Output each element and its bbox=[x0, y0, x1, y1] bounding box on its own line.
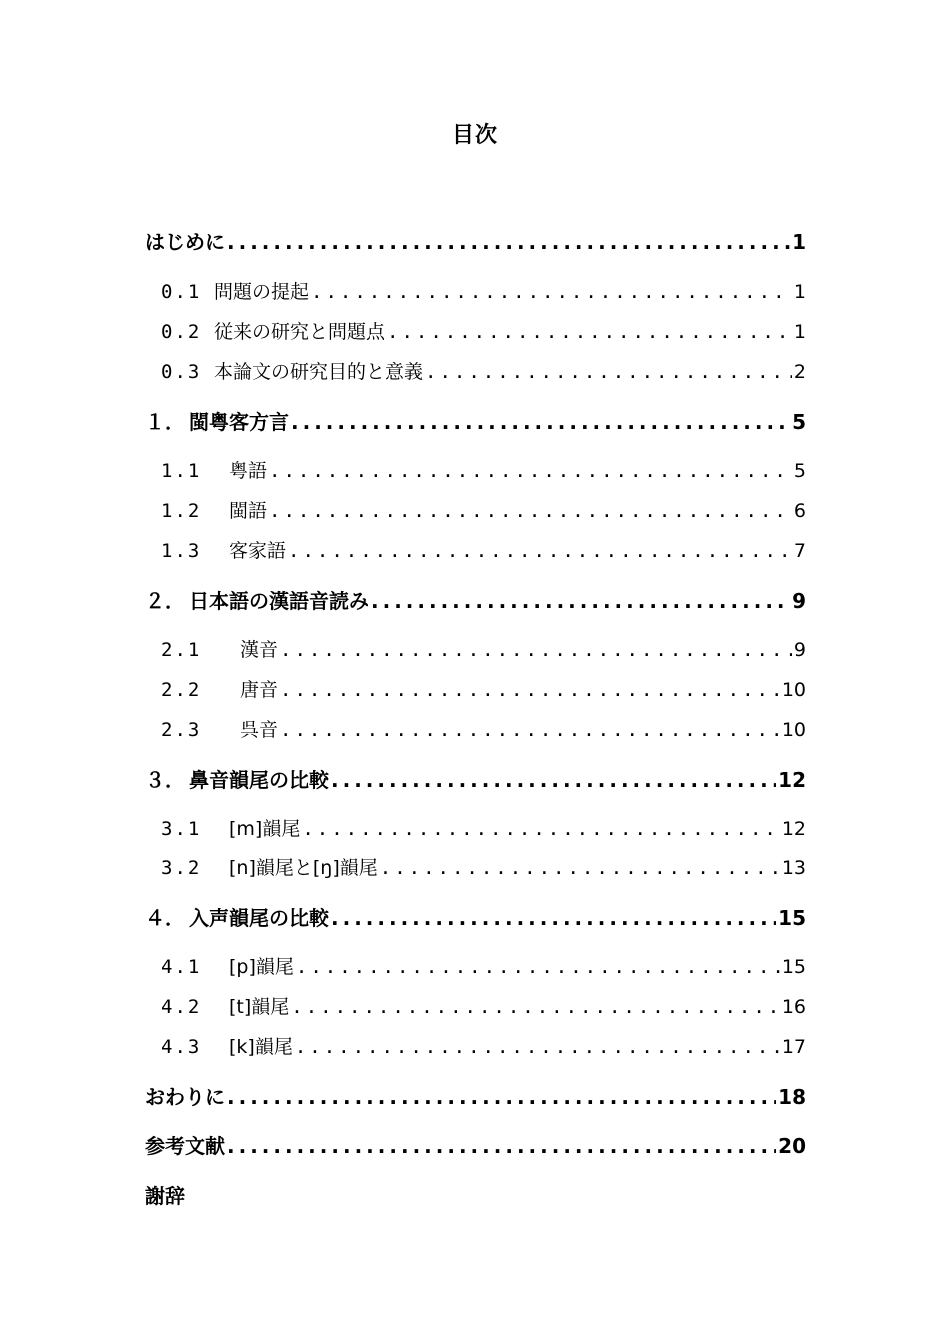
toc-page-number: 7 bbox=[793, 540, 806, 562]
toc-entry-acknowledgements[interactable] bbox=[145, 1180, 806, 1210]
toc-dot-leader bbox=[227, 1134, 776, 1158]
toc-page-number: 16 bbox=[781, 996, 806, 1018]
toc-entry-introduction[interactable] bbox=[145, 226, 806, 256]
toc-section-number: 0.3 bbox=[161, 361, 202, 383]
toc-section-number: 1.2 bbox=[161, 500, 202, 522]
toc-dot-leader bbox=[280, 639, 792, 661]
toc-label: 日本語の漢語音読み bbox=[189, 589, 369, 613]
toc-section-number: 2.1 bbox=[161, 639, 202, 661]
toc-dot-leader bbox=[288, 540, 792, 562]
toc-dot-leader bbox=[296, 956, 780, 978]
toc-label: 参考文献 bbox=[145, 1134, 225, 1158]
toc-page-number: 10 bbox=[781, 679, 806, 701]
toc-label: [t]韻尾 bbox=[229, 996, 290, 1018]
toc-entry-chapter-4[interactable] bbox=[145, 902, 806, 932]
toc-entry-0-1[interactable] bbox=[161, 277, 806, 307]
toc-entry-chapter-1[interactable] bbox=[145, 406, 806, 436]
toc-dot-leader bbox=[280, 719, 780, 741]
toc-label: 鼻音韻尾の比較 bbox=[189, 768, 329, 792]
toc-dot-leader bbox=[269, 500, 792, 522]
toc-entry-2-2[interactable] bbox=[161, 675, 806, 705]
toc-dot-leader bbox=[291, 996, 780, 1018]
toc-page-number: 15 bbox=[778, 906, 806, 930]
toc-entry-2-1[interactable] bbox=[161, 635, 806, 665]
toc-entry-1-3[interactable] bbox=[161, 536, 806, 566]
toc-page-number: 9 bbox=[793, 639, 806, 661]
toc-page-number: 12 bbox=[778, 768, 806, 792]
toc-dot-leader bbox=[227, 230, 790, 254]
toc-label: 入声韻尾の比較 bbox=[189, 906, 329, 930]
toc-dot-leader bbox=[387, 321, 792, 343]
toc-section-number: 3.2 bbox=[161, 857, 202, 879]
toc-page-number: 10 bbox=[781, 719, 806, 741]
toc-label: 客家語 bbox=[229, 540, 287, 562]
toc-label: 唐音 bbox=[240, 679, 279, 701]
toc-section-number: 3.1 bbox=[161, 818, 202, 840]
toc-dot-leader bbox=[425, 361, 792, 383]
toc-page-number: 6 bbox=[793, 500, 806, 522]
toc-entry-conclusion[interactable] bbox=[145, 1081, 806, 1111]
toc-label: [m]韻尾 bbox=[229, 818, 301, 840]
toc-section-number: 4.1 bbox=[161, 956, 202, 978]
toc-dot-leader bbox=[269, 460, 792, 482]
toc-section-number: 4.3 bbox=[161, 1036, 202, 1058]
toc-dot-leader bbox=[331, 906, 776, 930]
toc-dot-leader bbox=[311, 281, 792, 303]
toc-dot-leader bbox=[331, 768, 776, 792]
toc-label: 呉音 bbox=[240, 719, 279, 741]
toc-page-number: 15 bbox=[781, 956, 806, 978]
toc-entry-references[interactable] bbox=[145, 1130, 806, 1160]
toc-entry-0-2[interactable] bbox=[161, 317, 806, 347]
toc-chapter-number: ２． bbox=[145, 589, 185, 613]
toc-entry-4-3[interactable] bbox=[161, 1032, 806, 1062]
toc-entry-2-3[interactable] bbox=[161, 715, 806, 745]
toc-dot-leader bbox=[227, 1085, 776, 1109]
toc-label: [n]韻尾と[ŋ]韻尾 bbox=[229, 857, 378, 879]
toc-entry-3-2[interactable] bbox=[161, 853, 806, 883]
toc-chapter-number: １． bbox=[145, 410, 185, 434]
toc-page-number: 17 bbox=[781, 1036, 806, 1058]
toc-label: 閩粤客方言 bbox=[189, 410, 289, 434]
toc-label: 問題の提起 bbox=[214, 281, 310, 303]
toc-section-number: 1.3 bbox=[161, 540, 202, 562]
toc-label: [k]韻尾 bbox=[229, 1036, 293, 1058]
toc-label: おわりに bbox=[145, 1085, 225, 1109]
toc-label: 漢音 bbox=[240, 639, 279, 661]
toc-section-number: 2.2 bbox=[161, 679, 202, 701]
toc-entry-4-2[interactable] bbox=[161, 992, 806, 1022]
toc-label: [p]韻尾 bbox=[229, 956, 294, 978]
toc-page-number: 13 bbox=[781, 857, 806, 879]
toc-page-number: 1 bbox=[793, 321, 806, 343]
toc-section-number: 2.3 bbox=[161, 719, 202, 741]
toc-dot-leader bbox=[295, 1036, 780, 1058]
toc-entry-4-1[interactable] bbox=[161, 952, 806, 982]
toc-page-number: 1 bbox=[792, 230, 806, 254]
toc-section-number: 1.1 bbox=[161, 460, 202, 482]
toc-entry-1-2[interactable] bbox=[161, 496, 806, 526]
toc-dot-leader bbox=[302, 818, 779, 840]
toc-label: 謝辞 bbox=[145, 1184, 185, 1208]
page-title: 目次 bbox=[451, 123, 498, 148]
toc-page-number: 5 bbox=[792, 410, 806, 434]
toc-section-number: 0.2 bbox=[161, 321, 202, 343]
toc-page-number: 12 bbox=[781, 818, 806, 840]
toc-label: はじめに bbox=[145, 230, 225, 254]
toc-dot-leader bbox=[371, 589, 790, 613]
toc-entry-chapter-3[interactable] bbox=[145, 764, 806, 794]
toc-dot-leader bbox=[291, 410, 790, 434]
toc-page-number: 20 bbox=[778, 1134, 806, 1158]
toc-page-number: 9 bbox=[792, 589, 806, 613]
toc-section-number: 0.1 bbox=[161, 281, 202, 303]
toc-section-number: 4.2 bbox=[161, 996, 202, 1018]
toc-page-number: 5 bbox=[793, 460, 806, 482]
toc-entry-3-1[interactable] bbox=[161, 814, 806, 844]
toc-label: 閩語 bbox=[229, 500, 268, 522]
toc-dot-leader bbox=[280, 679, 780, 701]
toc-page-number: 18 bbox=[778, 1085, 806, 1109]
toc-entry-0-3[interactable] bbox=[161, 357, 806, 387]
toc-entry-1-1[interactable] bbox=[161, 456, 806, 486]
toc-chapter-number: ４． bbox=[145, 906, 185, 930]
toc-label: 本論文の研究目的と意義 bbox=[214, 361, 424, 383]
toc-dot-leader bbox=[380, 857, 780, 879]
toc-label: 粤語 bbox=[229, 460, 268, 482]
toc-page-number: 1 bbox=[793, 281, 806, 303]
toc-page-number: 2 bbox=[793, 361, 806, 383]
toc-chapter-number: ３． bbox=[145, 768, 185, 792]
toc-entry-chapter-2[interactable] bbox=[145, 585, 806, 615]
toc-label: 従来の研究と問題点 bbox=[214, 321, 386, 343]
